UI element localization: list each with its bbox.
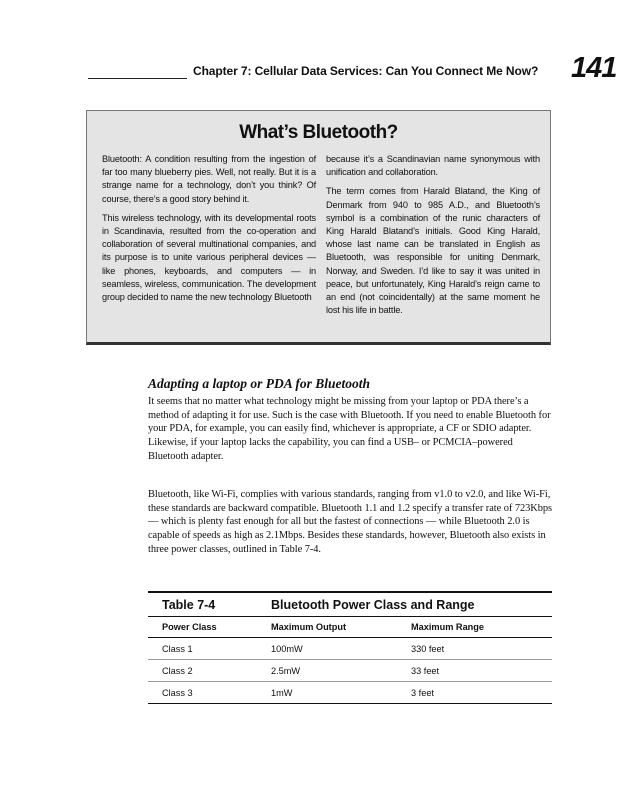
table-cell: Class 3 bbox=[148, 682, 271, 704]
sidebar-paragraph: The term comes from Harald Blatand, the King of Denmark from 940 to 985 A.D., and Bluetooth’s symbol is a combination of the runic characters of King Harald Blatand’s initials. Good King Harald, whose last name can be translated in English as Bluetooth, was responsible for uniting Denmark, Norway, and Sweden. I’d like to say it was united in peace, but unfortunately, King Harald’s reign came to an end (not coincidentally) at the same moment he lost his life in battle. bbox=[326, 186, 540, 316]
table-cell: 3 feet bbox=[411, 682, 552, 704]
section-heading: Adapting a laptop or PDA for Bluetooth bbox=[148, 376, 371, 391]
column-header: Power Class bbox=[148, 617, 271, 638]
table-grid bbox=[148, 617, 552, 704]
table-cell: 33 feet bbox=[411, 660, 552, 682]
sidebar-box bbox=[86, 110, 551, 345]
table-number: Table 7-4 bbox=[162, 597, 216, 612]
table-cell: 1mW bbox=[271, 682, 411, 704]
table-cell: 330 feet bbox=[411, 638, 552, 660]
column-header: Maximum Range bbox=[411, 617, 552, 638]
sidebar-paragraph: because it’s a Scandinavian name synonymous with unification and collaboration. bbox=[326, 154, 540, 178]
table-caption bbox=[148, 593, 552, 617]
body-paragraph: Bluetooth, like Wi-Fi, complies with various standards, ranging from v1.0 to v2.0, and like Wi-Fi, these standards are backward compatible. Bluetooth 1.1 and 1.2 specify a transfer rate of 723Kbps — which is plenty fast enough for all but the fastest of connections — while Bluetooth 2.0 is capable of speeds as high as 2.1Mbps. Besides these standards, however, Bluetooth also exists in three power classes, outlined in Table 7-4. bbox=[148, 489, 553, 555]
table-row bbox=[148, 638, 552, 660]
power-class-table bbox=[148, 591, 552, 704]
table-cell: 2.5mW bbox=[271, 660, 411, 682]
body-paragraph: It seems that no matter what technology might be missing from your laptop or PDA there’s a method of adapting it for use. Such is the case with Bluetooth. If you need to enable Bluetooth for your PDA, for example, you can easily find, whichever is appropriate, a CF or SDIO adapter. Likewise, if your laptop lacks the capability, you can find a USB– or PCMCIA–powered Bluetooth adapter. bbox=[148, 396, 551, 462]
sidebar-paragraph: This wireless technology, with its developmental roots in Scandinavia, resulted from the co-operation and collaboration of several multinational companies, and its purpose is to unite various peripheral devices — like phones, keyboards, and computers — in seamless, wireless, communication. The development group decided to name the new technology Bluetooth bbox=[102, 212, 316, 303]
running-header-title: Chapter 7: Cellular Data Services: Can You Connect Me Now? bbox=[193, 64, 539, 78]
table-header-row bbox=[148, 617, 552, 638]
sidebar-title: What’s Bluetooth? bbox=[239, 122, 398, 143]
table-row bbox=[148, 660, 552, 682]
table-cell: Class 2 bbox=[148, 660, 271, 682]
table-title: Bluetooth Power Class and Range bbox=[271, 597, 475, 612]
page-number: 141 bbox=[571, 52, 617, 84]
sidebar-paragraph: Bluetooth: A condition resulting from the ingestion of far too many blueberry pies. Well, not really. But it is a strange name for a technology, don’t you think? Of course, there’s a good story behind it. bbox=[102, 154, 316, 204]
sidebar-right-column bbox=[326, 153, 540, 323]
table-cell: 100mW bbox=[271, 638, 411, 660]
header-rule bbox=[88, 78, 187, 79]
table-cell: Class 1 bbox=[148, 638, 271, 660]
table-row bbox=[148, 682, 552, 704]
column-header: Maximum Output bbox=[271, 617, 411, 638]
sidebar-left-column bbox=[102, 153, 316, 310]
